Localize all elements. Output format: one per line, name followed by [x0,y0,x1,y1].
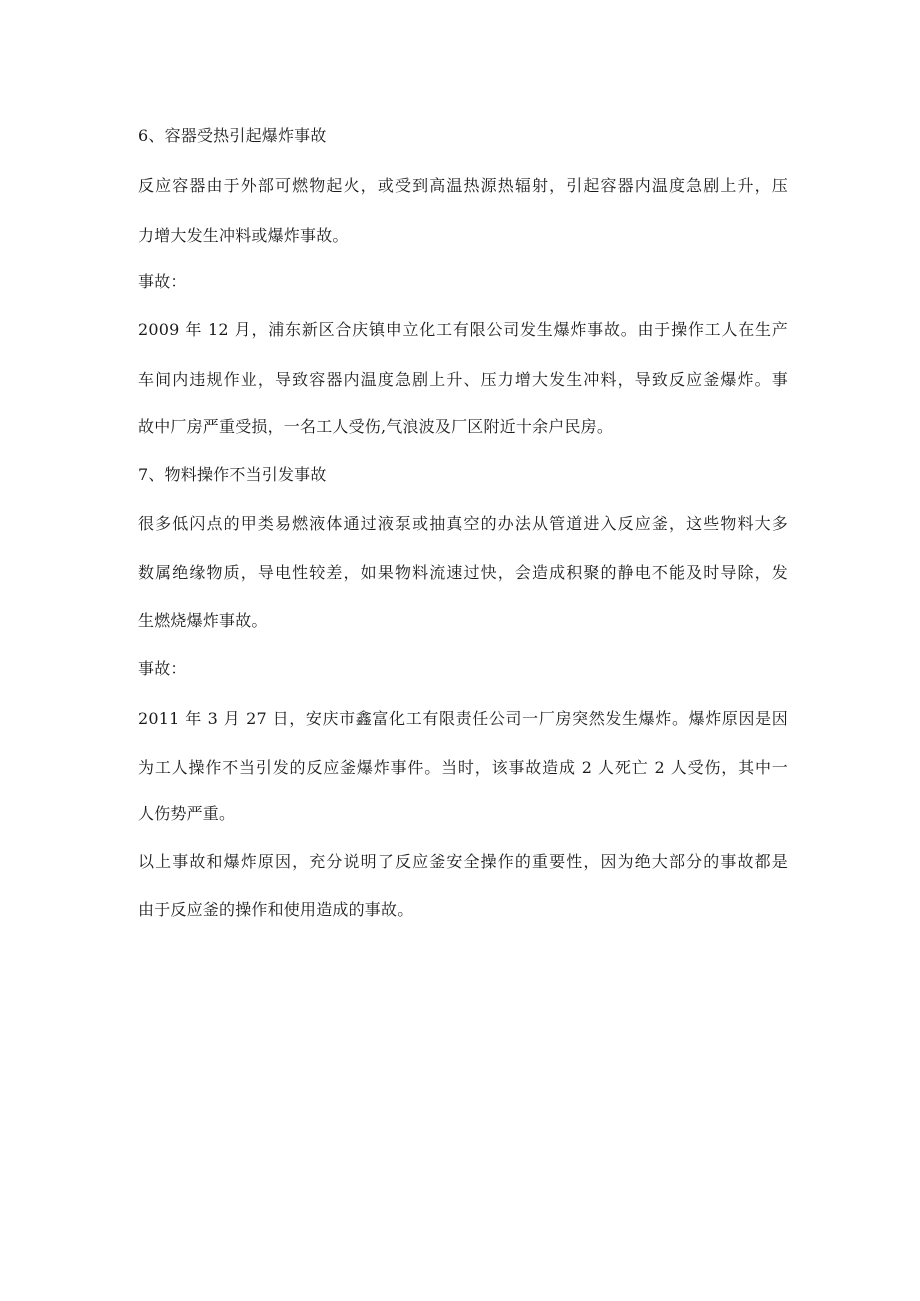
section-7-heading: 7、物料操作不当引发事故 [138,465,327,484]
section-6-paragraph-line: 反应容器由于外部可燃物起火，或受到高温热源热辐射，引起容器内温度急剧上升，压 [138,176,788,195]
section-6-paragraph-line: 力增大发生冲料或爆炸事故。 [138,226,349,245]
section-7-paragraph-line: 数属绝缘物质，导电性较差，如果物料流速过快，会造成积聚的静电不能及时导除，发 [138,563,788,582]
conclusion-line: 以上事故和爆炸原因，充分说明了反应釜安全操作的重要性，因为绝大部分的事故都是 [138,852,788,871]
conclusion-line: 由于反应釜的操作和使用造成的事故。 [138,900,414,919]
section-7-case-line: 人伤势严重。 [138,804,236,823]
section-7-case-line: 为工人操作不当引发的反应釜爆炸事件。当时，该事故造成 2 人死亡 2 人受伤，其中一 [138,758,788,777]
section-7-case-line: 2011 年 3 月 27 日，安庆市鑫富化工有限责任公司一厂房突然发生爆炸。爆炸原因是因 [138,709,788,728]
section-6-case-line: 故中厂房严重受损，一名工人受伤,气浪波及厂区附近十余户民房。 [138,417,614,436]
section-6-case-line: 车间内违规作业，导致容器内温度急剧上升、压力增大发生冲料，导致反应釜爆炸。事 [138,370,788,389]
section-7-case-label: 事故： [138,659,187,678]
section-7-paragraph-line: 生燃烧爆炸事故。 [138,611,268,630]
section-6-case-line: 2009 年 12 月，浦东新区合庆镇申立化工有限公司发生爆炸事故。由于操作工人在生产 [138,320,788,339]
section-7-paragraph-line: 很多低闪点的甲类易燃液体通过液泵或抽真空的办法从管道进入反应釜，这些物料大多 [138,514,788,533]
section-6-case-label: 事故： [138,272,187,291]
section-6-heading: 6、容器受热引起爆炸事故 [138,126,327,145]
